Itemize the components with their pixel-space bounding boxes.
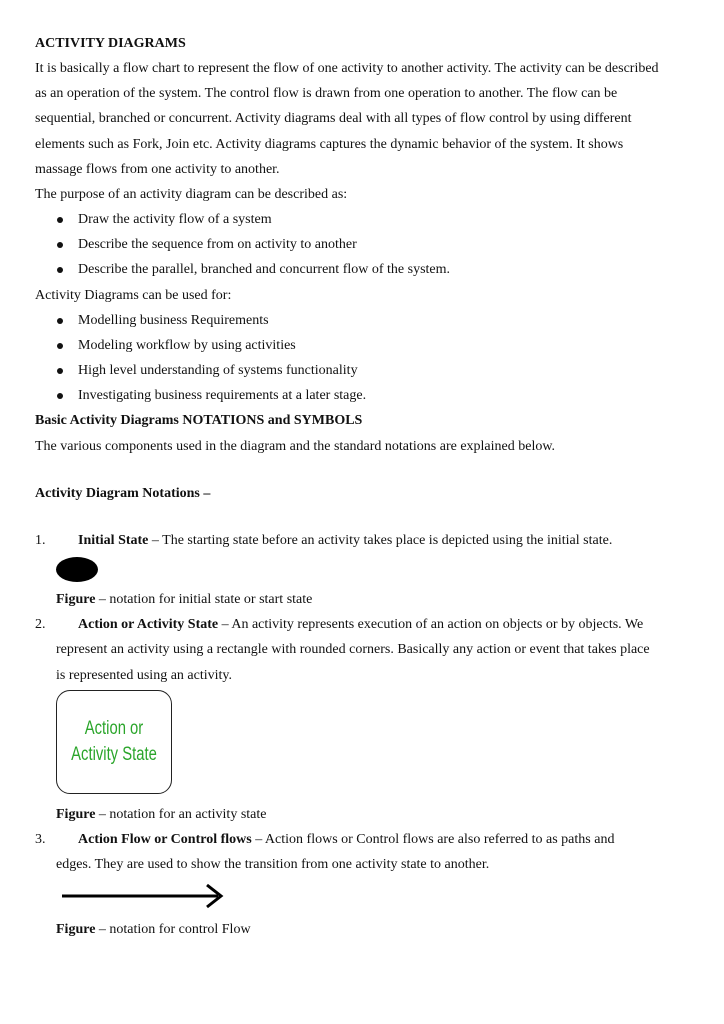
figure-caption <box>56 921 251 939</box>
intro-line: as an operation of the system. The control flow is drawn from one operation to another. The flow can be <box>35 86 618 101</box>
purpose-intro: The purpose of an activity diagram can be described as: <box>35 187 348 202</box>
section-text: The various components used in the diagram and the standard notations are explained below. <box>35 439 556 454</box>
figure-caption <box>56 806 266 824</box>
item-title: Initial State <box>78 533 149 548</box>
intro-line: massage flows from one activity to another. <box>35 162 280 177</box>
item-text: edges. They are used to show the transition from one activity state to another. <box>56 857 490 872</box>
item-line <box>78 616 643 634</box>
purpose-item: Draw the activity flow of a system <box>78 212 272 227</box>
uses-item: Investigating business requirements at a later stage. <box>78 388 367 403</box>
figure-caption-text: – notation for an activity state <box>98 807 267 822</box>
item-text: – Action flows or Control flows are also referred to as paths and <box>255 832 615 847</box>
page-title: ACTIVITY DIAGRAMS <box>35 36 186 51</box>
notations-heading: Activity Diagram Notations – <box>35 486 211 501</box>
item-title: Action or Activity State <box>78 617 219 632</box>
item-title: Action Flow or Control flows <box>78 832 252 847</box>
figure-label: Figure <box>56 807 96 822</box>
bullet-icon <box>57 318 63 324</box>
figure-caption-text: – notation for initial state or start state <box>98 592 313 607</box>
intro-line: It is basically a flow chart to represent the flow of one activity to another activity. The activity can be described <box>35 61 659 76</box>
figure-caption <box>56 591 312 609</box>
purpose-item: Describe the parallel, branched and concurrent flow of the system. <box>78 262 451 277</box>
bullet-icon <box>57 343 63 349</box>
control-flow-arrow-icon <box>60 883 226 909</box>
bullet-icon <box>57 242 63 248</box>
activity-state-label: Action or Activity State <box>71 718 157 765</box>
uses-intro: Activity Diagrams can be used for: <box>35 288 232 303</box>
item-number: 2. <box>35 617 46 632</box>
item-text: represent an activity using a rectangle with rounded corners. Basically any action or event that takes place <box>56 642 650 657</box>
uses-item: Modelling business Requirements <box>78 313 269 328</box>
intro-line: elements such as Fork, Join etc. Activity diagrams captures the dynamic behavior of the system. It shows <box>35 137 624 152</box>
figure-label: Figure <box>56 922 96 937</box>
bullet-icon <box>57 393 63 399</box>
item-text: – The starting state before an activity takes place is depicted using the initial state. <box>151 533 613 548</box>
initial-state-icon <box>56 557 98 582</box>
uses-item: Modeling workflow by using activities <box>78 338 296 353</box>
section-heading: Basic Activity Diagrams NOTATIONS and SYMBOLS <box>35 413 363 428</box>
uses-item: High level understanding of systems functionality <box>78 363 358 378</box>
figure-label: Figure <box>56 592 96 607</box>
intro-line: sequential, branched or concurrent. Activity diagrams deal with all types of flow control by using different <box>35 111 632 126</box>
activity-state-box <box>56 690 172 794</box>
item-text: – An activity represents execution of an action on objects or by objects. We <box>221 617 644 632</box>
item-line <box>78 831 614 849</box>
purpose-item: Describe the sequence from on activity to another <box>78 237 357 252</box>
item-number: 3. <box>35 832 46 847</box>
figure-caption-text: – notation for control Flow <box>98 922 251 937</box>
bullet-icon <box>57 368 63 374</box>
item-number: 1. <box>35 533 46 548</box>
item-line <box>78 532 612 550</box>
item-text: is represented using an activity. <box>56 668 232 683</box>
bullet-icon <box>57 217 63 223</box>
bullet-icon <box>57 267 63 273</box>
